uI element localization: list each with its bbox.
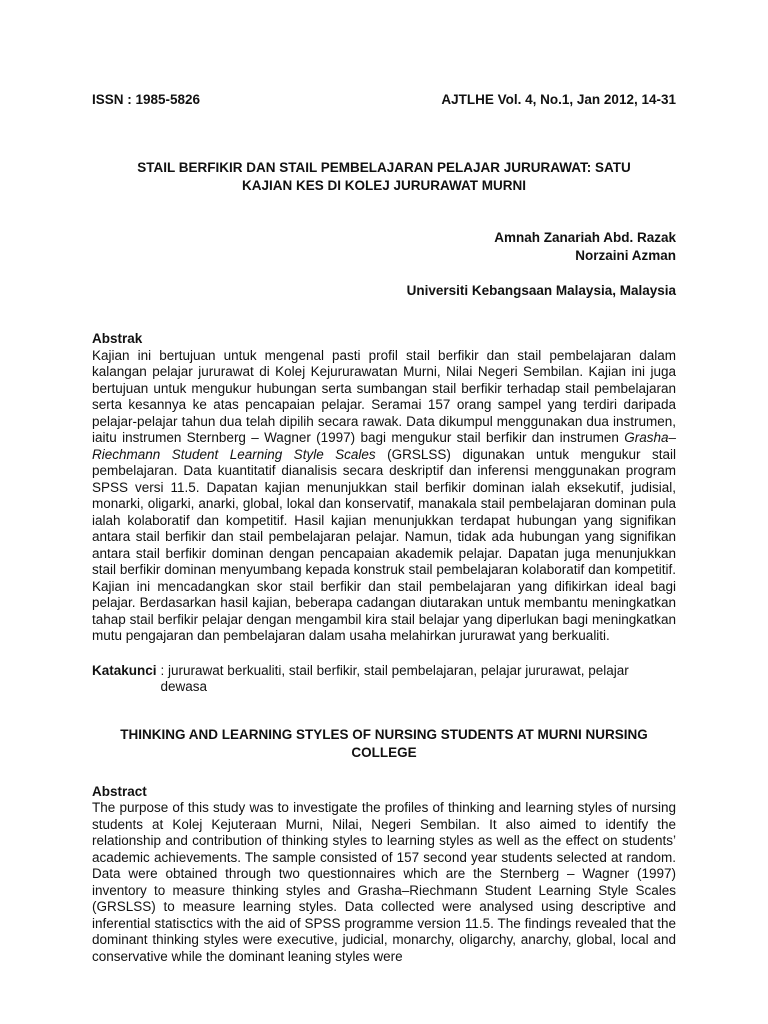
title-line-1: STAIL BERFIKIR DAN STAIL PEMBELAJARAN PELAJAR JURURAWAT: SATU <box>137 160 631 175</box>
author-list <box>92 229 676 265</box>
author-name: Norzaini Azman <box>575 248 676 263</box>
abstract-section <box>92 784 676 966</box>
abstrak-section <box>92 331 676 645</box>
abstract-body: The purpose of this study was to investigate the profiles of thinking and learning styles of nursing students at Kolej Kejuteraan Murni, Nilai, Negeri Sembilan. It also aimed to identify the relationship and contribution of thinking styles to learning styles as well as the effect on students’ academic achievements. The sample consisted of 157 second year students selected at random. Data were obtained through two questionnaires which are the Sternberg – Wagner (1997) inventory to measure thinking styles and Grasha–Riechmann Student Learning Style Scales (GRSLSS) to measure learning styles. Data collected were analysed using descriptive and inferential statisctics with the aid of SPSS programme version 11.5. The findings revealed that the dominant thinking styles were executive, judicial, monarchy, oligarchy, anarchy, global, local and conservative while the dominant leaning styles were <box>92 800 676 964</box>
katakunci-label: Katakunci <box>92 662 157 678</box>
paper-title-english <box>92 726 676 762</box>
katakunci-text: : jururawat berkualiti, stail berfikir, stail pembelajaran, pelajar jururawat, pelajar dewasa <box>160 662 629 694</box>
page-header <box>92 92 676 107</box>
title-line-2: KAJIAN KES DI KOLEJ JURURAWAT MURNI <box>241 178 527 193</box>
title-en-line-2: COLLEGE <box>351 744 417 760</box>
author-affiliation: Universiti Kebangsaan Malaysia, Malaysia <box>406 283 676 298</box>
title-en-line-1: THINKING AND LEARNING STYLES OF NURSING STUDENTS AT MURNI NURSING <box>120 726 648 742</box>
katakunci-section <box>92 663 676 696</box>
abstrak-text-part-2: (GRSLSS) digunakan untuk mengukur stail pembelajaran. Data kuantitatif dianalisis secara deskriptif dan inferensi menggunakan program SPSS versi 11.5. Dapatan kajian menunjukkan stail berfikir dominan ialah eksekutif, judisial, monarki, oligarki, anarki, global, lokal dan konservatif, manakala stail pembelajaran dominan pula ialah kolaboratif dan kompetitif. Hasil kajian menunjukkan terdapat hubungan yang signifikan antara stail berfikir dan stail pembelajaran pelajar. Namun, tidak ada hubungan yang signifikan antara stail berfikir dominan dengan pencapaian akademik pelajar. Dapatan juga menunjukkan stail berfikir dominan menyumbang kepada konstruk stail pembelajaran kolaboratif dan kompetitif. Kajian ini mencadangkan skor stail berfikir dan stail pembelajaran yang difikirkan ideal bagi pelajar. Berdasarkan hasil kajian, beberapa cadangan diutarakan untuk membantu meningkatkan tahap stail berfikir pelajar dengan mengambil kira stail belajar yang diperlukan bagi meningkatkan mutu pengajaran dan pembelajaran dalam usaha melahirkan jururawat yang berkualiti. <box>92 446 677 643</box>
author-name: Amnah Zanariah Abd. Razak <box>494 230 676 245</box>
abstrak-heading: Abstrak <box>92 331 143 346</box>
abstrak-text-part-1: Kajian ini bertujuan untuk mengenal pasti profil stail berfikir dan stail pembelajaran dalam kalangan pelajar jururawat di Kolej Kejururawatan Murni, Nilai Negeri Sembilan. Kajian ini juga bertujuan untuk mengukur hubungan serta sumbangan stail berfikir terhadap stail pembelajaran serta kesannya ke atas pencapaian pelajar. Seramai 157 orang sampel yang terdiri daripada pelajar-pelajar tahun dua telah dipilih secara rawak. Data dikumpul menggunakan dua instrumen, iaitu instrumen Sternberg – Wagner (1997) bagi mengukur stail berfikir dan instrumen <box>92 347 676 445</box>
paper-title-malay <box>92 159 676 195</box>
abstrak-body <box>92 348 676 645</box>
abstract-heading: Abstract <box>92 783 147 799</box>
issn-label: ISSN : 1985-5826 <box>92 92 201 107</box>
journal-citation: AJTLHE Vol. 4, No.1, Jan 2012, 14-31 <box>441 92 676 107</box>
page-content <box>92 92 676 965</box>
instrument-name-italic: Grasha–Riechmann Student Learning Style Scales <box>92 430 676 462</box>
